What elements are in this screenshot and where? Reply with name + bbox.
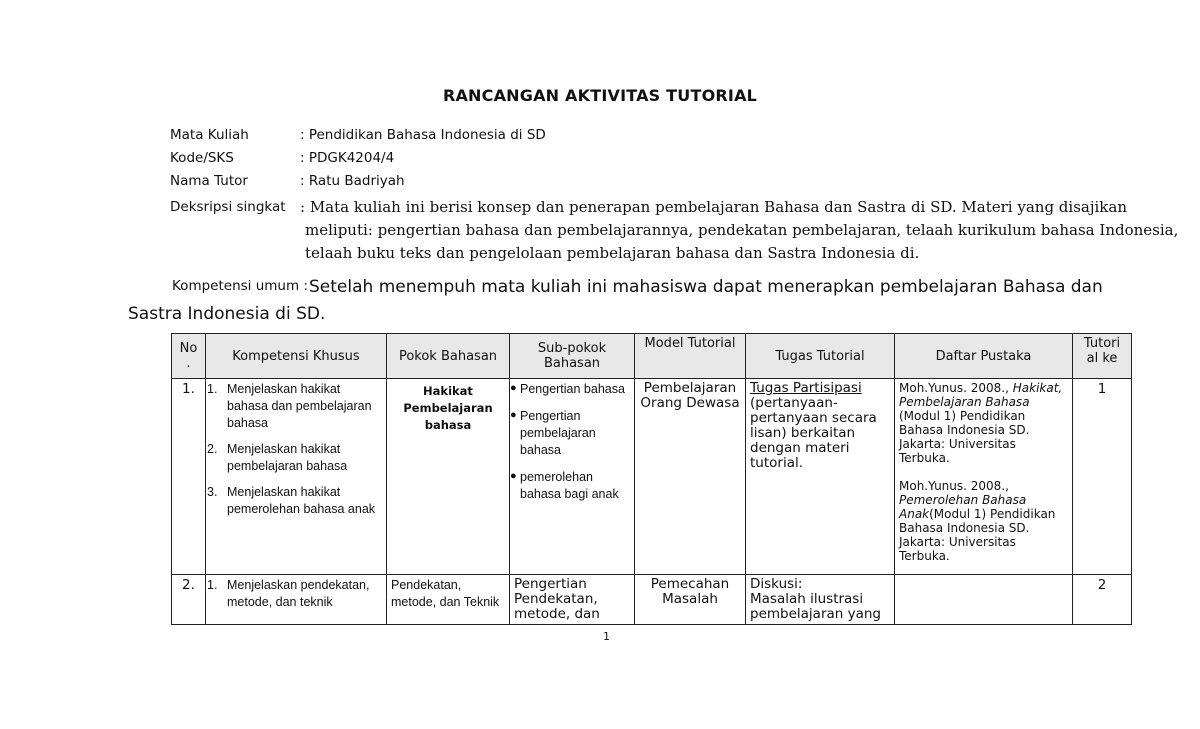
header-no: No .: [172, 334, 206, 379]
row-number: 2.: [172, 575, 206, 625]
tugas-title: Diskusi:: [750, 576, 803, 592]
kode-sks-label: Kode/SKS: [170, 150, 234, 166]
tugas-cell: [746, 575, 895, 625]
list-item: ● Pengertian bahasa: [510, 382, 625, 396]
deskripsi-text: [300, 196, 1179, 265]
kompetensi-umum-text: Setelah menempuh mata kuliah ini mahasiswa dapat menerapkan pembelajaran Bahasa dan Sastra Indonesia di SD.: [128, 277, 1103, 324]
pustaka-cell: [895, 575, 1073, 625]
row-number: 1.: [172, 379, 206, 575]
model-cell: Pemecahan Masalah: [635, 575, 746, 625]
header-pokok: Pokok Bahasan: [387, 334, 510, 379]
list-item: 3. Menjelaskan hakikat pemerolehan bahasa anak: [207, 485, 376, 516]
list-item: ● pemerolehan bahasa bagi anak: [510, 470, 619, 501]
deskripsi-line: meliputi: pengertian bahasa dan pembelajarannya, pendekatan pembelajaran, telaah kurikulum bahasa Indonesia,: [305, 221, 1179, 239]
bullet-icon: ●: [510, 470, 517, 482]
kompetensi-cell: [206, 379, 387, 575]
list-item: 2. Menjelaskan hakikat pembelajaran bahasa: [207, 442, 348, 473]
list-item: 1. Menjelaskan hakikat bahasa dan pembelajaran bahasa: [207, 382, 372, 430]
subpokok-cell: Pengertian Pendekatan, metode, dan: [510, 575, 635, 625]
bullet-icon: ●: [510, 382, 517, 394]
tugas-title: Tugas Partisipasi: [750, 380, 862, 396]
deskripsi-line: telaah buku teks dan pengelolaan pembelajaran bahasa dan Sastra Indonesia di.: [305, 244, 920, 262]
bullet-icon: ●: [510, 409, 517, 421]
nama-tutor-value: : Ratu Badriyah: [300, 173, 405, 189]
mata-kuliah-label: Mata Kuliah: [170, 127, 249, 143]
tugas-cell: [746, 379, 895, 575]
tugas-body: Masalah ilustrasi pembelajaran yang: [750, 591, 882, 622]
table-header-row: [172, 334, 1132, 379]
list-item: ● Pengertian pembelajaran bahasa: [510, 409, 596, 457]
kode-sks-value: : PDGK4204/4: [300, 150, 395, 166]
header-kompetensi: Kompetensi Khusus: [206, 334, 387, 379]
mata-kuliah-value: : Pendidikan Bahasa Indonesia di SD: [300, 127, 546, 143]
kompetensi-cell: [206, 575, 387, 625]
subpokok-cell: [510, 379, 635, 575]
model-cell: Pembelajaran Orang Dewasa: [635, 379, 746, 575]
table-row: [172, 575, 1132, 625]
pustaka-cell: Moh.Yunus. 2008., Hakikat, Pembelajaran Bahasa (Modul 1) Pendidikan Bahasa Indonesia SD. Jakarta: Universitas Terbuka. Moh.Yunus. 2008., Pemerolehan Bahasa Anak(Modul 1) Pendidikan Bahasa Indonesia SD. Jakarta: Universitas Terbuka.: [895, 379, 1073, 575]
deskripsi-label: Deksripsi singkat: [170, 199, 286, 215]
header-tugas: Tugas Tutorial: [746, 334, 895, 379]
nama-tutor-label: Nama Tutor: [170, 173, 248, 189]
header-tutorial-ke: Tutori al ke: [1073, 334, 1132, 379]
header-subpokok: Sub-pokok Bahasan: [510, 334, 635, 379]
list-item: 1. Menjelaskan pendekatan, metode, dan teknik: [207, 578, 370, 609]
tutorial-ke-cell: 2: [1073, 575, 1132, 625]
page-title: RANCANGAN AKTIVITAS TUTORIAL: [442, 86, 758, 105]
tugas-body: (pertanyaan-pertanyaan secara lisan) berkaitan dengan materi tutorial.: [750, 395, 877, 471]
pokok-cell: Hakikat Pembelajaran bahasa: [387, 379, 510, 575]
header-model: Model Tutorial: [635, 334, 746, 379]
page-number: 1: [603, 630, 610, 643]
header-pustaka: Daftar Pustaka: [895, 334, 1073, 379]
tutorial-table: [171, 333, 1132, 625]
pokok-cell: Pendekatan, metode, dan Teknik: [387, 575, 510, 625]
deskripsi-line: : Mata kuliah ini berisi konsep dan penerapan pembelajaran Bahasa dan Sastra di SD. Materi yang disajikan: [300, 198, 1127, 216]
tutorial-ke-cell: 1: [1073, 379, 1132, 575]
kompetensi-umum-label: Kompetensi umum :: [172, 278, 308, 294]
table-row: [172, 379, 1132, 575]
